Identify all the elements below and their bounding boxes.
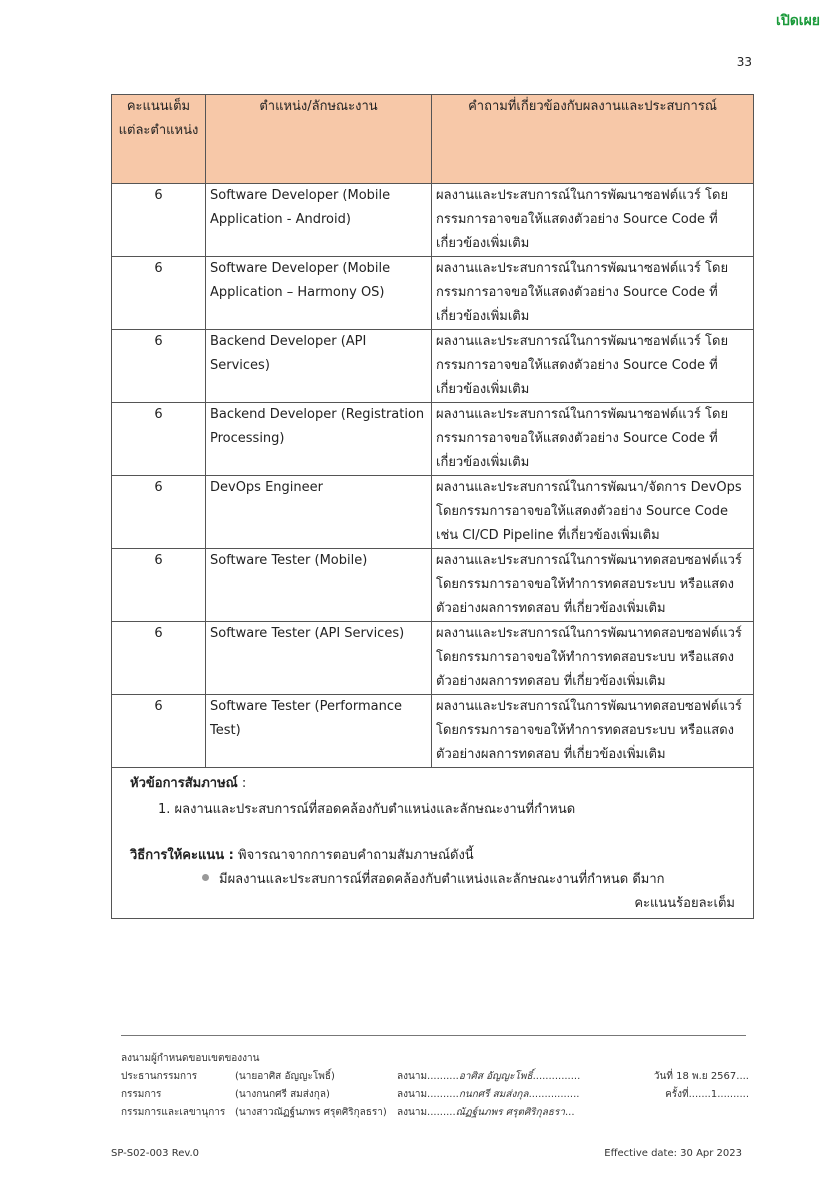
signer-name: (นายอาศิส อัญญะโพธิ์) xyxy=(235,1071,335,1082)
row-position: Software Tester (Mobile) xyxy=(206,549,432,622)
row-score: 6 xyxy=(112,184,206,257)
row-score: 6 xyxy=(112,622,206,695)
classification-label: เปิดเผย xyxy=(776,13,820,29)
signature-line: ลงนาม..........อาศิส อัญญะโพธิ์............... xyxy=(397,1071,581,1082)
document-code: SP-S02-003 Rev.0 xyxy=(111,1148,200,1159)
signature-line: ลงนาม..........กนกศรี สมส่งกุล................ xyxy=(397,1089,580,1100)
header-question: คำถามที่เกี่ยวข้องกับผลงานและประสบการณ์ xyxy=(432,95,754,184)
row-question: ผลงานและประสบการณ์ในการพัฒนาทดสอบซอฟต์แวร์ โดยกรรมการอาจขอให้ทำการทดสอบระบบ หรือแสดงตัวอย่างผลการทดสอบ ที่เกี่ยวข้องเพิ่มเติม xyxy=(432,695,754,768)
table-row xyxy=(112,330,754,403)
signature-row xyxy=(121,1104,761,1122)
row-position: Software Developer (Mobile Application - Android) xyxy=(206,184,432,257)
row-question: ผลงานและประสบการณ์ในการพัฒนาซอฟต์แวร์ โดยกรรมการอาจขอให้แสดงตัวอย่าง Source Code ที่เกี่ยวข้องเพิ่มเติม xyxy=(432,330,754,403)
row-score: 6 xyxy=(112,695,206,768)
row-question: ผลงานและประสบการณ์ในการพัฒนาซอฟต์แวร์ โดยกรรมการอาจขอให้แสดงตัวอย่าง Source Code ที่เกี่ยวข้องเพิ่มเติม xyxy=(432,184,754,257)
scoring-table xyxy=(111,94,754,919)
row-position: Software Tester (Performance Test) xyxy=(206,695,432,768)
bullet-icon xyxy=(202,874,209,881)
criteria-score: คะแนนร้อยละเต็ม xyxy=(634,896,735,911)
table-header-row xyxy=(112,95,754,184)
footer-divider xyxy=(121,1035,746,1036)
revision-count: ครั้งที่.......1.......... xyxy=(665,1089,749,1100)
signer-role: กรรมการและเลขานุการ xyxy=(121,1107,226,1118)
interview-row xyxy=(112,768,754,919)
table-row xyxy=(112,257,754,330)
handwritten-signature: ณัฏฐ์นภพร ศรุตศิริกุลธรา xyxy=(455,1107,565,1118)
row-position: Software Developer (Mobile Application – Harmony OS) xyxy=(206,257,432,330)
row-score: 6 xyxy=(112,476,206,549)
row-position: Backend Developer (Registration Processing) xyxy=(206,403,432,476)
topic-item: 1. ผลงานและประสบการณ์ที่สอดคล้องกับตำแหน่งและลักษณะงานที่กำหนด xyxy=(158,802,576,817)
signature-line: ลงนาม.........ณัฏฐ์นภพร ศรุตศิริกุลธรา... xyxy=(397,1107,575,1118)
page-number: 33 xyxy=(736,55,752,69)
header-score: คะแนนเต็มแต่ละตำแหน่ง xyxy=(112,95,206,184)
row-score: 6 xyxy=(112,549,206,622)
interview-section xyxy=(112,768,754,919)
signer-name: (นางกนกศรี สมส่งกุล) xyxy=(235,1089,330,1100)
row-question: ผลงานและประสบการณ์ในการพัฒนา/จัดการ DevOps โดยกรรมการอาจขอให้แสดงตัวอย่าง Source Code เช่น CI/CD Pipeline ที่เกี่ยวข้องเพิ่มเติม xyxy=(432,476,754,549)
row-position: Software Tester (API Services) xyxy=(206,622,432,695)
table-row xyxy=(112,695,754,768)
signer-name: (นางสาวณัฏฐ์นภพร ศรุตศิริกุลธรา) xyxy=(235,1107,387,1118)
signature-row xyxy=(121,1086,761,1104)
header-position: ตำแหน่ง/ลักษณะงาน xyxy=(206,95,432,184)
signature-block xyxy=(121,1050,761,1122)
row-score: 6 xyxy=(112,257,206,330)
signature-row xyxy=(121,1068,761,1086)
row-score: 6 xyxy=(112,330,206,403)
signer-role: กรรมการ xyxy=(121,1089,162,1100)
table-body xyxy=(112,184,754,919)
effective-date: Effective date: 30 Apr 2023 xyxy=(604,1148,742,1159)
topics-heading: หัวข้อการสัมภาษณ์ : xyxy=(130,776,247,791)
row-position: DevOps Engineer xyxy=(206,476,432,549)
table-row xyxy=(112,403,754,476)
handwritten-signature: กนกศรี สมส่งกุล xyxy=(458,1089,529,1100)
row-question: ผลงานและประสบการณ์ในการพัฒนาทดสอบซอฟต์แวร์ โดยกรรมการอาจขอให้ทำการทดสอบระบบ หรือแสดงตัวอย่างผลการทดสอบ ที่เกี่ยวข้องเพิ่มเติม xyxy=(432,549,754,622)
table-row xyxy=(112,184,754,257)
row-question: ผลงานและประสบการณ์ในการพัฒนาซอฟต์แวร์ โดยกรรมการอาจขอให้แสดงตัวอย่าง Source Code ที่เกี่ยวข้องเพิ่มเติม xyxy=(432,257,754,330)
row-score: 6 xyxy=(112,403,206,476)
method-heading: วิธีการให้คะแนน : พิจารณาจากการตอบคำถามสัมภาษณ์ดังนี้ xyxy=(130,848,474,863)
table-row xyxy=(112,622,754,695)
row-question: ผลงานและประสบการณ์ในการพัฒนาซอฟต์แวร์ โดยกรรมการอาจขอให้แสดงตัวอย่าง Source Code ที่เกี่ยวข้องเพิ่มเติม xyxy=(432,403,754,476)
signature-date: วันที่ 18 พ.ย 2567.... xyxy=(653,1071,749,1082)
row-position: Backend Developer (API Services) xyxy=(206,330,432,403)
signature-heading: ลงนามผู้กำหนดขอบเขตของงาน xyxy=(121,1053,260,1064)
row-question: ผลงานและประสบการณ์ในการพัฒนาทดสอบซอฟต์แวร์ โดยกรรมการอาจขอให้ทำการทดสอบระบบ หรือแสดงตัวอย่างผลการทดสอบ ที่เกี่ยวข้องเพิ่มเติม xyxy=(432,622,754,695)
signer-role: ประธานกรรมการ xyxy=(121,1071,198,1082)
table-row xyxy=(112,476,754,549)
handwritten-signature: อาศิส อัญญะโพธิ์ xyxy=(458,1071,533,1082)
table-row xyxy=(112,549,754,622)
criteria-item: มีผลงานและประสบการณ์ที่สอดคล้องกับตำแหน่งและลักษณะงานที่กำหนด ดีมาก xyxy=(130,868,735,892)
